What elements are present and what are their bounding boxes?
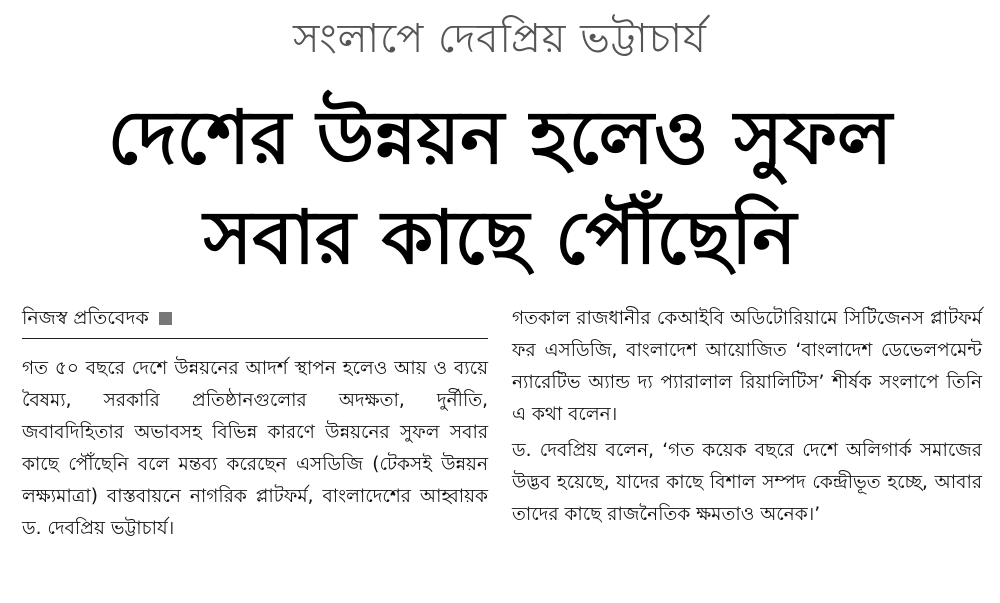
- byline-text: নিজস্ব প্রতিবেদক: [22, 307, 149, 329]
- body-paragraph: ড. দেবপ্রিয় বলেন, ‘গত কয়েক বছরে দেশে অলিগার্ক সমাজের উদ্ভব হয়েছে, যাদের কাছে বিশাল সম্পদ কেন্দ্রীভূত হচ্ছে, আবার তাদের কাছে রাজনৈতিক ক্ষমতাও অনেক।’: [512, 440, 982, 525]
- byline: [22, 303, 488, 339]
- headline-line-2: সবার কাছে পৌঁছেনি: [203, 195, 797, 281]
- headline-line-1: দেশের উন্নয়ন হলেও সুফল: [107, 95, 893, 181]
- kicker: সংলাপে দেবপ্রিয় ভট্টাচার্য: [293, 16, 707, 62]
- body-paragraph: গত ৫০ বছরে দেশে উন্নয়নের আদর্শ স্থাপন হলেও আয় ও ব্যয়ে বৈষম্য, সরকারি প্রতিষ্ঠানগুলোর অদক্ষতা, দুর্নীতি, জবাবদিহিতার অভাবসহ বিভিন্ন কারণে উন্নয়নের সুফল সবার কাছে পৌঁছেনি বলে মন্তব্য করেছেন এসডিজি (টেকসই উন্নয়ন লক্ষ্যমাত্রা) বাস্তবায়নে নাগরিক প্লাটফর্ম, বাংলাদেশের আহ্বায়ক ড. দেবপ্রিয় ভট্টাচার্য।: [22, 358, 488, 539]
- right-column: [512, 303, 982, 531]
- byline-rule: [22, 338, 488, 339]
- left-column: [22, 303, 488, 545]
- square-bullet-icon: [159, 312, 172, 325]
- body-paragraph: গতকাল রাজধানীর কেআইবি অডিটোরিয়ামে সিটিজেনস প্লাটফর্ম ফর এসডিজি, বাংলাদেশ আয়োজিত ‘বাংলাদেশ ডেভেলপমেন্ট ন্যারেটিভ অ্যান্ড দ্য প্যারালাল রিয়ালিটিস’ শীর্ষক সংলাপে তিনি এ কথা বলেন।: [512, 308, 982, 425]
